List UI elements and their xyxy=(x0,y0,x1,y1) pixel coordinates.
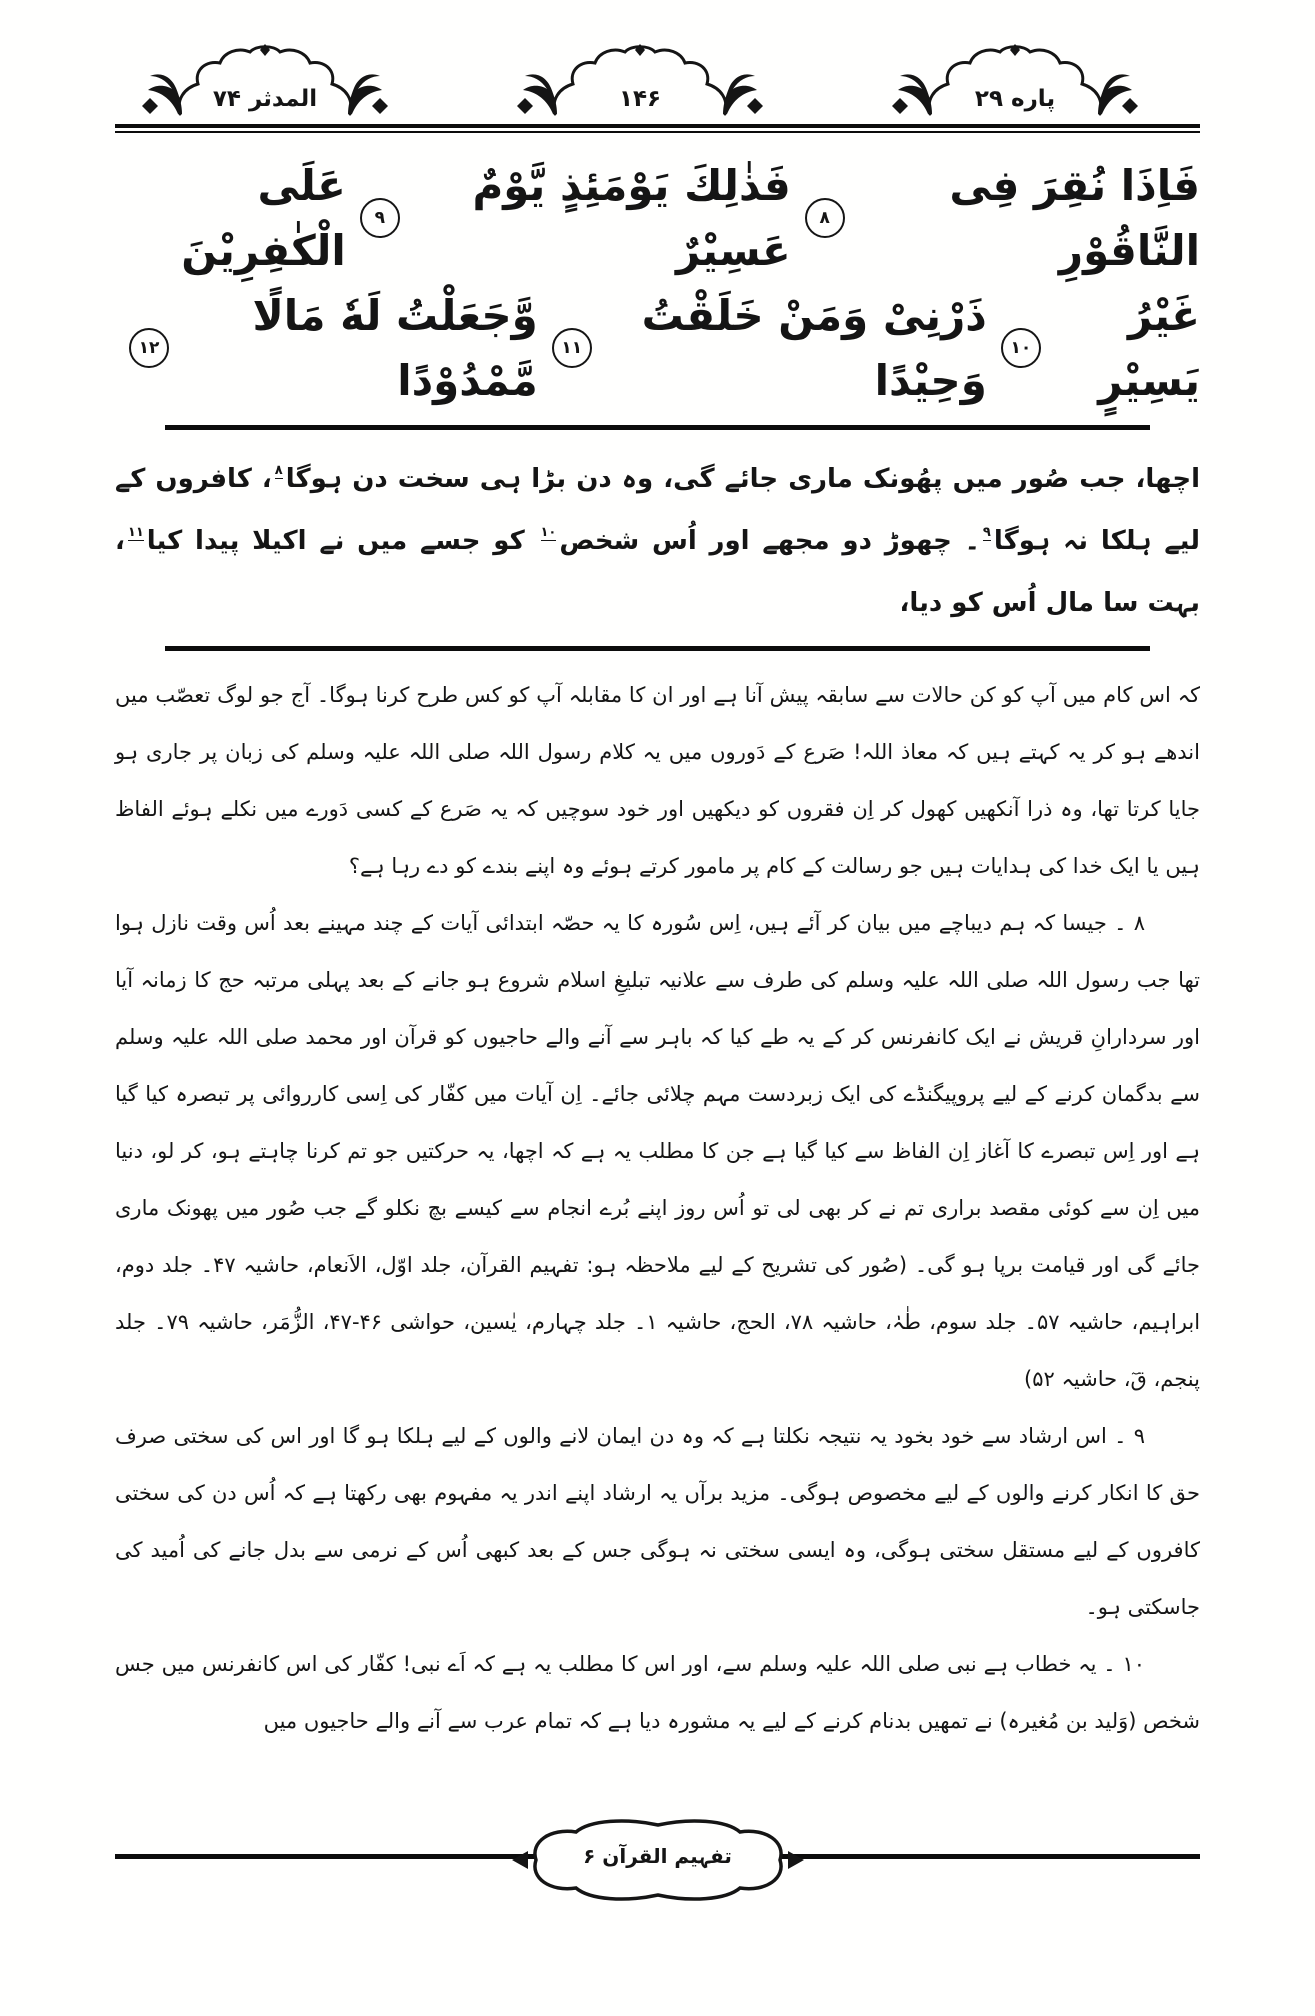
text-segment: غَیْرُ یَسِیْرٍ ۱۰ xyxy=(987,283,1200,413)
quran-verses xyxy=(115,153,1200,413)
text-segment: فَاِذَا نُقِرَ فِی النَّاقُوْرِ ۸ xyxy=(791,153,1200,283)
surah-badge-label: المدثر ۷۴ xyxy=(212,86,318,112)
commentary xyxy=(115,667,1200,1750)
text-segment: عَلَی الْكٰفِرِیْنَ xyxy=(181,161,346,276)
page-number-label: ۱۴۶ xyxy=(618,86,662,112)
page-header xyxy=(0,0,1315,116)
text-segment: ، کافروں کے لیے ہلکا نہ ہوگا$^۹$ xyxy=(115,464,1201,557)
footnote-marker: ۹ xyxy=(982,524,991,540)
text-segment: وَّجَعَلْتُ لَهٗ مَالًا مَّمْدُوْدًا ۱۲ xyxy=(115,283,538,413)
commentary-continuation-paragraph: کہ اس کام میں آپ کو کن حالات سے سابقہ پیش آنا ہے اور ان کا مقابلہ آپ کو کس طرح کرنا ہوگا۔ آج جو لوگ تعصّب میں اندھے ہو کر یہ کہتے ہیں کہ معاذ اللہ! صَرع کے دَوروں میں یہ کلام رسول اللہ صلی اللہ علیہ وسلم کی زبان پر جاری ہو جایا کرتا تھا، وہ ذرا آنکھیں کھول کر اِن فقروں کو دیکھیں اور خود سوچیں کہ یہ صَرع کے کسی دَورے میں نکلے ہوئے الفاظ ہیں یا ایک خدا کی ہدایات ہیں جو رسالت کے کام پر مامور کرتے ہوئے وہ اپنے بندے کو دے رہا ہے؟ xyxy=(115,683,1200,879)
ayah-number-circle: ۸ xyxy=(805,198,845,238)
book-title-badge xyxy=(508,1818,808,1902)
footnote-10-paragraph: ۱۰ ۔ یہ خطاب ہے نبی صلی اللہ علیہ وسلم سے، اور اس کا مطلب یہ ہے کہ اَے نبی! کفّار کی اس کانفرنس میں جس شخص (وَلید بن مُغیرہ) نے تمھیں بدنام کرنے کے لیے یہ مشورہ دیا ہے کہ تمام عرب سے آنے والے حاجیوں میں xyxy=(115,1652,1200,1734)
ayah-number-circle: ۱۰ xyxy=(1001,328,1041,368)
text-segment: اچھا، جب صُور میں پھُونک ماری جائے گی، وہ دن بڑا ہی سخت دن ہوگا$^۸$ xyxy=(274,462,1200,495)
page-number-badge xyxy=(515,44,765,116)
text-segment: ذَرْنِیْ وَمَنْ خَلَقْتُ وَحِیْدًا ۱۱ xyxy=(538,283,987,413)
header-rule xyxy=(115,124,1200,133)
text-segment: ، بہت سا مال اُس کو دیا، xyxy=(115,526,1200,619)
page-footer xyxy=(0,1838,1315,2016)
parah-badge xyxy=(890,44,1140,116)
quran-line-2 xyxy=(115,283,1200,413)
footnote-9-paragraph: ۹ ۔ اس ارشاد سے خود بخود یہ نتیجہ نکلتا ہے کہ وہ دن ایمان لانے والوں کے لیے ہلکا ہو گا اور اس کی سختی صرف حق کا انکار کرنے والوں کے لیے مخصوص ہوگی۔ مزید برآں یہ ارشاد اپنے اندر یہ مفہوم بھی رکھتا ہے کہ اُس دن کی سختی کافروں کے لیے مستقل سختی ہوگی، وہ ایسی سختی نہ ہوگی جس کے بعد کبھی اُس کے نرمی سے بدل جانے کی اُمید کی جاسکتی ہو۔ xyxy=(115,1424,1200,1620)
ayah-number-circle: ۱۱ xyxy=(552,328,592,368)
text-segment: کو جسے میں نے اکیلا پیدا کیا$^{۱۱}$ xyxy=(127,524,538,557)
ayah-number-circle: ۱۲ xyxy=(129,328,169,368)
text-segment: فَذٰلِكَ یَوْمَئِذٍ یَّوْمٌ عَسِیْرٌ ۹ xyxy=(346,153,791,283)
parah-badge-label: پاره ۲۹ xyxy=(974,86,1056,112)
footnote-marker: ۸ xyxy=(274,462,283,478)
footnote-marker: ۱۰ xyxy=(540,524,557,540)
footnote-8-paragraph: ۸ ۔ جیسا کہ ہم دیباچے میں بیان کر آئے ہیں، اِس سُورہ کا یہ حصّہ ابتدائی آیات کے چند مہینے بعد اُس وقت نازل ہوا تھا جب رسول اللہ صلی اللہ علیہ وسلم کی طرف سے علانیہ تبلیغِ اسلام شروع ہو جانے کے بعد پہلی مرتبہ حج کا زمانہ آیا اور سردارانِ قریش نے ایک کانفرنس کر کے یہ طے کیا کہ باہر سے آنے والے حاجیوں کو قرآن اور محمد صلی اللہ علیہ وسلم سے بدگمان کرنے کے لیے پروپیگنڈے کی ایک زبردست مہم چلائی جائے۔ اِن آیات میں کفّار کی اِسی کارروائی پر تبصرہ کیا گیا ہے اور اِس تبصرے کا آغاز اِن الفاظ سے کیا گیا ہے جن کا مطلب یہ ہے کہ اچھا، یہ حرکتیں جو تم کرنا چاہتے ہو، کر لو، دنیا میں اِن سے کوئی مقصد براری تم نے کر بھی لی تو اُس روز اپنے بُرے انجام سے کیسے بچ نکلو گے جب صُور میں پھونک ماری جائے گی اور قیامت برپا ہو گی۔ (صُور کی تشریح کے لیے ملاحظہ ہو: تفہیم القرآن، جلد اوّل، الاَنعام، حاشیہ ۴۷۔ جلد دوم، ابراہیم، حاشیہ ۵۷۔ جلد سوم، طٰہٰ، حاشیہ ۷۸، الحج، حاشیہ ۱۔ جلد چہارم، یٰسین، حواشی ۴۶-۴۷، الزُّمَر، حاشیہ ۷۹۔ جلد پنجم، قٓ، حاشیہ ۵۲) xyxy=(115,911,1201,1392)
ayah-number-circle: ۹ xyxy=(360,198,400,238)
text-segment: ۔ چھوڑ دو مجھے اور اُس شخص$^{۱۰}$ xyxy=(540,524,980,557)
book-title-label: تفہیم القرآن ۶ xyxy=(583,1844,732,1868)
translation-commentary-divider xyxy=(165,646,1150,651)
verse-translation-divider xyxy=(165,425,1150,430)
surah-badge xyxy=(140,44,390,116)
footnote-marker: ۱۱ xyxy=(127,524,144,540)
quran-line-1 xyxy=(115,153,1200,283)
urdu-translation xyxy=(115,448,1200,634)
